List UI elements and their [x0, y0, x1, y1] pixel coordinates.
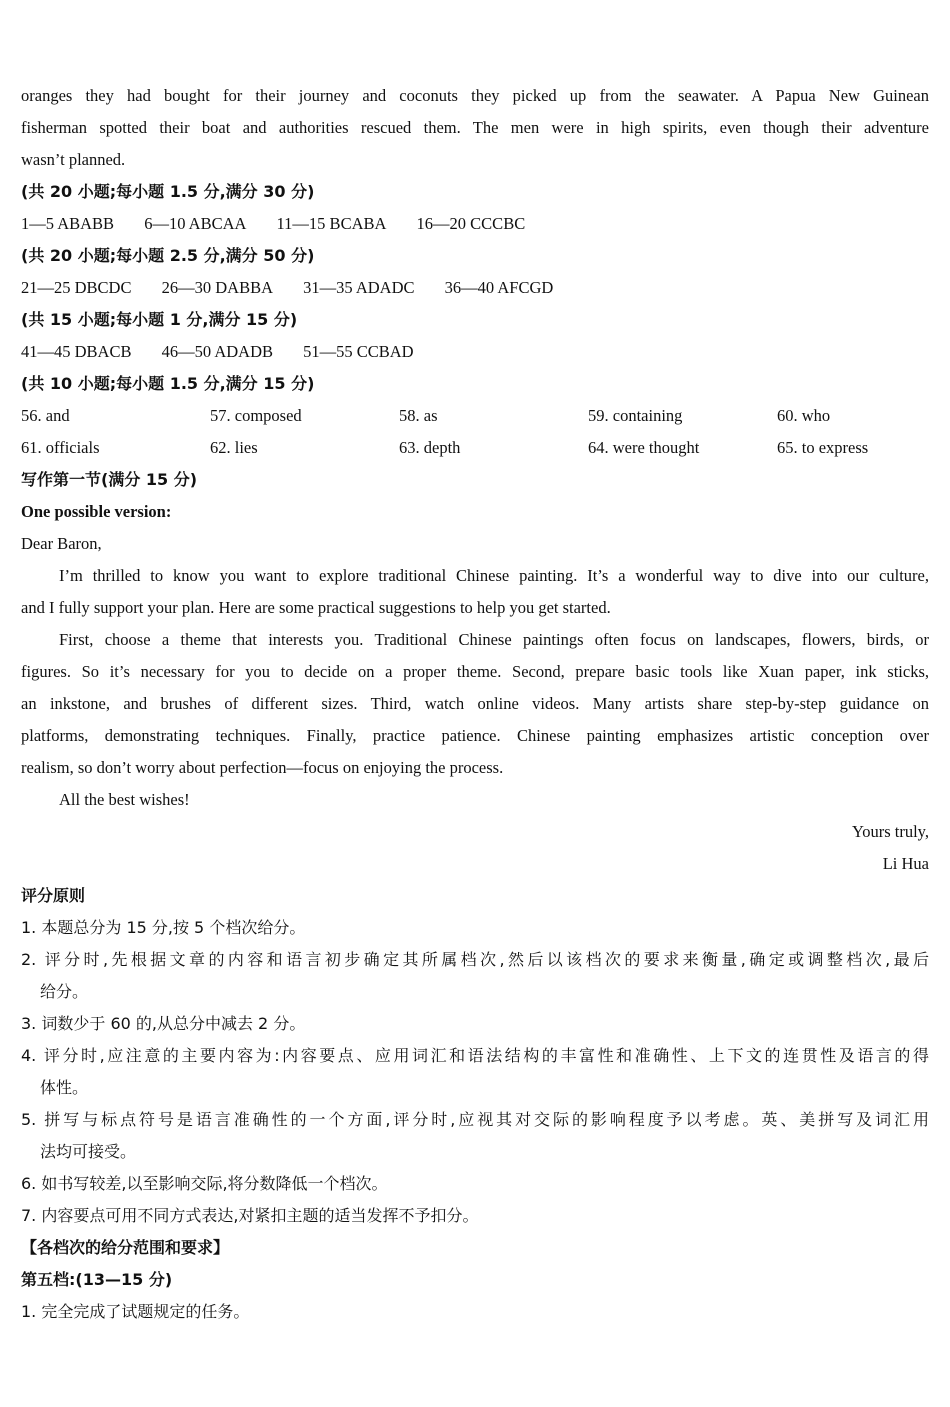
signoff: Yours truly, — [851, 822, 929, 841]
answer-group: 36—40 AFCGD — [444, 278, 554, 297]
scoring-rule: 7. 内容要点可用不同方式表达,对紧扣主题的适当发挥不予扣分。 — [21, 1206, 479, 1225]
essay-line: realism, so don’t worry about perfection—focus on enjoying the process. — [21, 758, 504, 777]
scoring-rule: 5. 拼写与标点符号是语言准确性的一个方面,评分时,应视其对交际的影响程度予以考虑。英、美拼写及词汇用 — [21, 1110, 929, 1129]
answer-group: 6—10 ABCAA — [144, 214, 247, 233]
essay-line: figures. So it’s necessary for you to decide on a proper theme. Second, prepare basic tools like Xuan paper, ink sticks, — [21, 662, 929, 681]
section-header-listening: (共 20 小题;每小题 1.5 分,满分 30 分) — [21, 182, 315, 201]
closing: All the best wishes! — [59, 790, 190, 809]
band5-item: 1. 完全完成了试题规定的任务。 — [21, 1302, 250, 1321]
section-header-cloze: (共 15 小题;每小题 1 分,满分 15 分) — [21, 310, 298, 329]
scoring-rule-cont: 体性。 — [40, 1078, 89, 1097]
scoring-rule: 4. 评分时,应注意的主要内容为:内容要点、应用词汇和语法结构的丰富性和准确性、上下文的连贯性及语言的得 — [21, 1046, 929, 1065]
answer-row-grammar-2 — [21, 432, 929, 464]
scoring-title: 评分原则 — [21, 886, 86, 905]
answer-item: 64. were thought — [588, 438, 700, 457]
answer-row-listening — [21, 208, 929, 240]
scoring-rule: 3. 词数少于 60 的,从总分中减去 2 分。 — [21, 1014, 306, 1033]
answer-item: 65. to express — [777, 438, 869, 457]
answer-row-cloze — [21, 336, 929, 368]
scoring-rule: 2. 评分时,先根据文章的内容和语言初步确定其所属档次,然后以该档次的要求来衡量,确定或调整档次,最后 — [21, 950, 929, 969]
signature-name: Li Hua — [882, 854, 929, 873]
scoring-rule-cont: 给分。 — [40, 982, 89, 1001]
essay-line: First, choose a theme that interests you. Traditional Chinese paintings often focus on landscapes, flowers, birds, or — [59, 630, 929, 649]
answer-row-grammar-1 — [21, 400, 929, 432]
essay-line: an inkstone, and brushes of different sizes. Third, watch online videos. Many artists share step-by-step guidance on — [21, 694, 929, 713]
passage-line: wasn’t planned. — [21, 150, 126, 169]
answer-group: 21—25 DBCDC — [21, 278, 132, 297]
scoring-rule: 1. 本题总分为 15 分,按 5 个档次给分。 — [21, 918, 306, 937]
bands-title: 【各档次的给分范围和要求】 — [21, 1238, 230, 1257]
section-header-reading: (共 20 小题;每小题 2.5 分,满分 50 分) — [21, 246, 315, 265]
band5-title: 第五档:(13—15 分) — [21, 1270, 173, 1289]
scoring-rule-cont: 法均可接受。 — [40, 1142, 137, 1161]
salutation: Dear Baron, — [21, 534, 102, 553]
section-header-grammar: (共 10 小题;每小题 1.5 分,满分 15 分) — [21, 374, 315, 393]
answer-group: 51—55 CCBAD — [303, 342, 414, 361]
essay-line: I’m thrilled to know you want to explore traditional Chinese painting. It’s a wonderful way to dive into our culture, — [59, 566, 929, 585]
answer-key-page — [21, 80, 929, 1328]
version-label: One possible version: — [21, 502, 172, 521]
answer-group: 16—20 CCCBC — [416, 214, 526, 233]
answer-group: 46—50 ADADB — [161, 342, 273, 361]
answer-item: 61. officials — [21, 438, 100, 457]
answer-item: 56. and — [21, 406, 70, 425]
answer-group: 1—5 ABABB — [21, 214, 115, 233]
answer-group: 31—35 ADADC — [303, 278, 415, 297]
passage-line: oranges they had bought for their journey and coconuts they picked up from the seawater. A Papua New Guinean — [21, 86, 929, 105]
answer-item: 60. who — [777, 406, 831, 425]
answer-item: 59. containing — [588, 406, 683, 425]
essay-line: platforms, demonstrating techniques. Finally, practice patience. Chinese painting emphasizes artistic conception over — [21, 726, 929, 745]
answer-group: 11—15 BCABA — [276, 214, 387, 233]
answer-group: 41—45 DBACB — [21, 342, 132, 361]
essay-line: and I fully support your plan. Here are some practical suggestions to help you get started. — [21, 598, 611, 617]
answer-item: 62. lies — [210, 438, 258, 457]
writing-header: 写作第一节(满分 15 分) — [21, 470, 198, 489]
answer-group: 26—30 DABBA — [161, 278, 273, 297]
answer-item: 57. composed — [210, 406, 302, 425]
answer-item: 63. depth — [399, 438, 461, 457]
answer-row-reading — [21, 272, 929, 304]
answer-item: 58. as — [399, 406, 438, 425]
passage-line: fisherman spotted their boat and authorities rescued them. The men were in high spirits, even though their adventure — [21, 118, 929, 137]
scoring-rule: 6. 如书写较差,以至影响交际,将分数降低一个档次。 — [21, 1174, 388, 1193]
